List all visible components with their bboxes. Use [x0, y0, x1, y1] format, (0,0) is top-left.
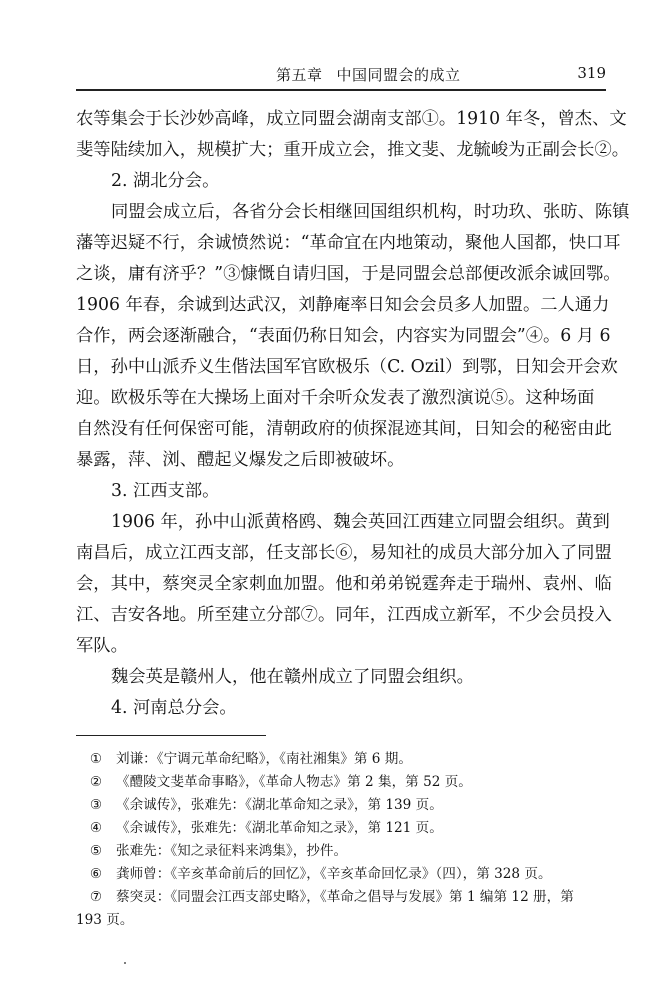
body-text — [76, 104, 630, 724]
chapter-title: 中国同盟会的成立 — [336, 66, 461, 84]
body-line: 1906 年，孙中山派黄格鸥、魏会英回江西建立同盟会组织。黄到 — [111, 512, 610, 532]
footnote — [76, 863, 610, 886]
body-line: 魏会英是赣州人，他在赣州成立了同盟会组织。 — [111, 667, 474, 687]
body-line: 会，其中，蔡突灵全家刺血加盟。他和弟弟锐霆奔走于瑞州、袁州、临 — [76, 574, 612, 594]
footnotes — [76, 748, 610, 932]
body-line: 同盟会成立后，各省分会长相继回国组织机构，时功玖、张昉、陈镇 — [111, 202, 630, 222]
footnote-text: 龚师曾：《辛亥革命前后的回忆》，《辛亥革命回忆录》（四），第 328 页。 — [116, 866, 552, 882]
footnote — [76, 886, 610, 909]
header-title — [276, 64, 461, 85]
footnote-number: ③ — [89, 797, 103, 813]
body-line: 日，孙中山派乔义生偕法国军官欧极乐（C. Ozil）到鄂，日知会开会欢 — [76, 357, 618, 377]
body-line: 江、吉安各地。所至建立分部⑦。同年，江西成立新军，不少会员投入 — [76, 605, 612, 625]
body-line: 藩等迟疑不行，余诚愤然说：“革命宜在内地策动，聚他人国都，快口耳 — [76, 233, 621, 253]
footnote-number: ④ — [89, 820, 103, 836]
running-header — [76, 60, 606, 90]
body-line: 农等集会于长沙妙高峰，成立同盟会湖南支部①。1910 年冬，曾杰、文 — [76, 109, 627, 129]
body-line: 自然没有任何保密可能，清朝政府的侦探混迹其间，日知会的秘密由此 — [76, 419, 612, 439]
chapter-label: 第五章 — [276, 66, 323, 84]
footnote-text: 蔡突灵：《同盟会江西支部史略》，《革命之倡导与发展》第 1 编第 12 册，第 — [116, 889, 574, 905]
footnote-continuation: 193 页。 — [76, 912, 134, 928]
footnote-number: ⑤ — [89, 843, 103, 859]
footnote-number: ② — [89, 774, 103, 790]
footnote — [76, 771, 610, 794]
footnote-text: 《余诚传》，张难先：《湖北革命知之录》，第 121 页。 — [116, 820, 443, 836]
body-line: 暴露，萍、浏、醴起义爆发之后即被破坏。 — [76, 450, 405, 470]
body-line: 合作，两会逐渐融合，“表面仍称日知会，内容实为同盟会”④。6 月 6 — [76, 326, 611, 346]
body-line: 南昌后，成立江西支部，任支部长⑥，易知社的成员大部分加入了同盟 — [76, 543, 612, 563]
footnote — [76, 817, 610, 840]
footnote — [76, 840, 610, 863]
footnote-number: ⑥ — [89, 866, 103, 882]
body-line: 军队。 — [76, 636, 128, 656]
section-heading-hubei: 2. 湖北分会。 — [111, 171, 220, 191]
body-line: 之谈，庸有济乎？”③慷慨自请归国，于是同盟会总部便改派余诚回鄂。 — [76, 264, 621, 284]
footnote — [76, 794, 610, 817]
body-line: 迎。欧极乐等在大操场上面对千余听众发表了激烈演说⑤。这种场面 — [76, 388, 595, 408]
footnote — [76, 748, 610, 771]
footnote-separator — [76, 735, 266, 736]
section-heading-jiangxi: 3. 江西支部。 — [111, 481, 220, 501]
footnote-number: ⑦ — [89, 889, 103, 905]
body-line: 1906 年春，余诚到达武汉，刘静庵率日知会会员多人加盟。二人通力 — [76, 295, 610, 315]
footnote-text: 《余诚传》，张难先：《湖北革命知之录》，第 139 页。 — [116, 797, 443, 813]
footnote-text: 《醴陵文斐革命事略》，《革命人物志》第 2 集，第 52 页。 — [116, 774, 472, 790]
print-speck — [124, 962, 126, 964]
page-number: 319 — [577, 64, 606, 82]
body-line: 斐等陆续加入，规模扩大；重开成立会，推文斐、龙毓峻为正副会长②。 — [76, 140, 630, 160]
footnote-text: 张难先：《知之录征料来鸿集》，抄件。 — [116, 843, 348, 859]
footnote-text: 刘谦：《宁调元革命纪略》，《南社湘集》第 6 期。 — [116, 751, 412, 767]
footnote-number: ① — [89, 751, 103, 767]
section-heading-henan: 4. 河南总分会。 — [111, 698, 237, 718]
header-rule — [76, 89, 606, 91]
